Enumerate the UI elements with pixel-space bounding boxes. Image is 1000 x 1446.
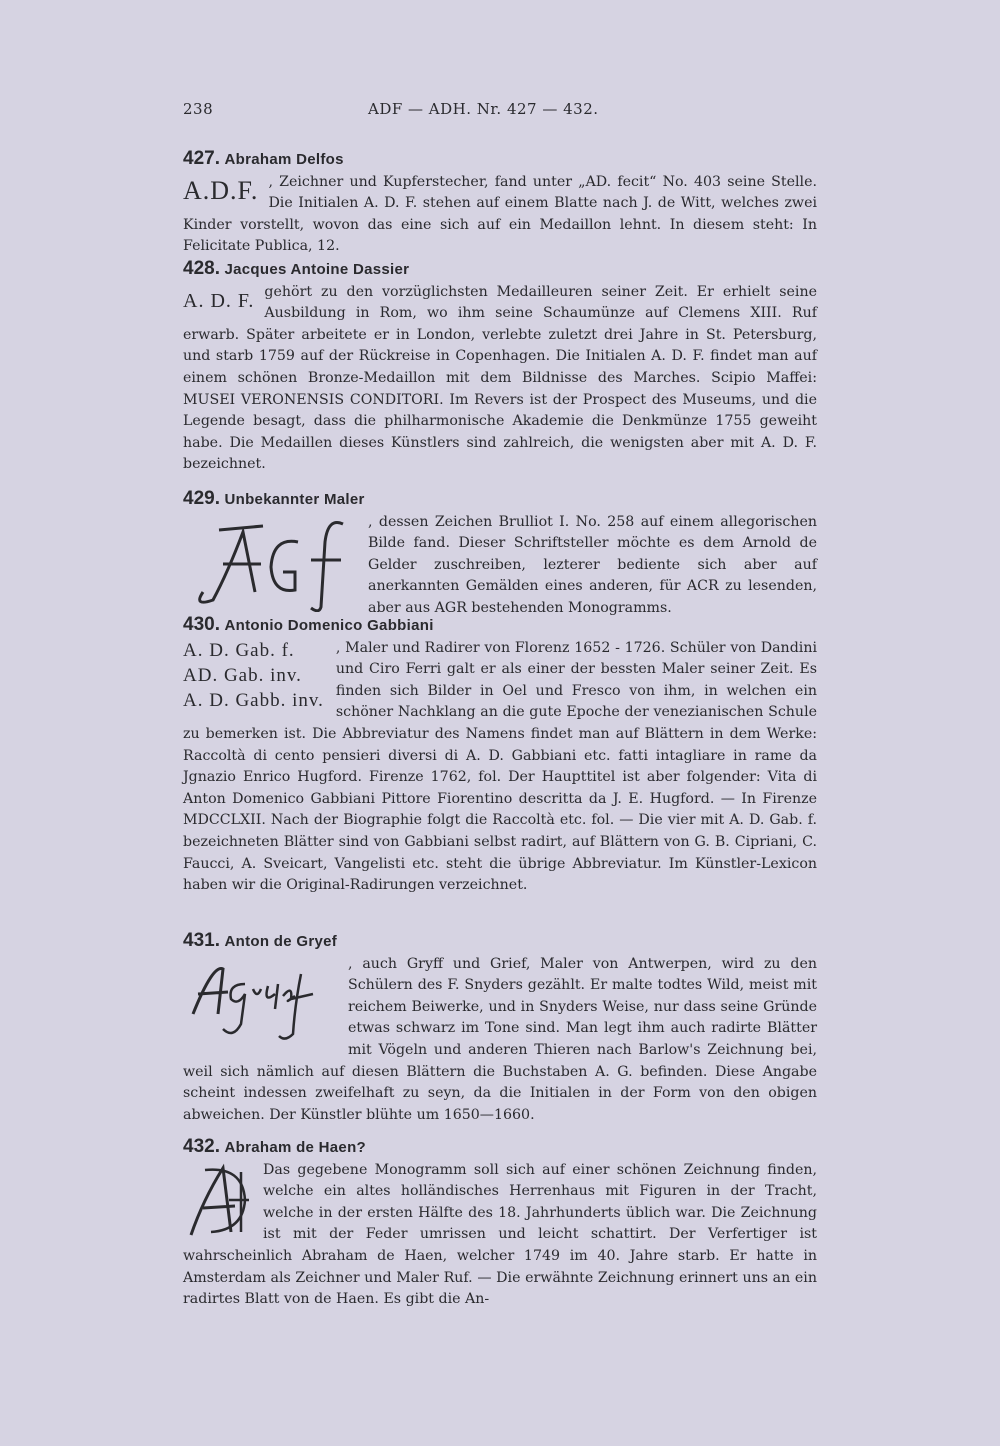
entry-430	[183, 614, 817, 897]
entry-number: 427.	[183, 148, 220, 169]
monogram-item: A. D. Gab. f.	[183, 639, 295, 661]
entry-number: 429.	[183, 488, 220, 509]
entry-text: , dessen Zeichen Brulliot I. No. 258 auf einem allegorischen Bilde fand. Dieser Schriftsteller möchte es dem Arnold de Gelder zuschreiben, lezterer bediente sich aber auf anerkannten Gemälden eines anderen, für ACR zu lesenden, aber aus AGR bestehenden Monogramms.	[368, 513, 817, 616]
monogram-agryef-picture	[183, 954, 338, 1044]
entry-number: 430.	[183, 614, 220, 635]
monogram-item: AD. Gab. inv.	[183, 664, 302, 686]
monogram-adf: A.D.F.	[183, 175, 259, 205]
entry-431	[183, 930, 817, 1126]
entry-429	[183, 488, 817, 620]
entry-name: Anton de Gryef	[224, 933, 338, 950]
entry-428	[183, 258, 817, 476]
monogram-list	[183, 638, 324, 713]
entry-name: Antonio Domenico Gabbiani	[224, 617, 434, 634]
entry-427	[183, 148, 817, 258]
entry-number: 428.	[183, 258, 220, 279]
entry-name: Abraham de Haen?	[224, 1139, 366, 1156]
entry-text: , auch Gryff und Grief, Maler von Antwerpen, wird zu den Schülern des F. Snyders gezählt. Er malte todtes Wild, meist mit reichem Beiwerke, und in Snyders Weise, nur dass seine Gründe etwas schwarz im Tone sind. Man legt ihm auch radirte Blätter mit Vögeln und anderen Thieren nach Barlow's Zeichnung bei, weil sich nämlich auf diesen Blättern die Buchstaben A. G. befinden. Diese Angabe scheint indessen zweifelhaft zu seyn, da die Initialen in der Form von den obigen abweichen. Der Künstler blühte um 1650—1660.	[183, 955, 817, 1123]
monogram-agf-picture	[183, 512, 358, 612]
entry-text: , Zeichner und Kupferstecher, fand unter „AD. fecit“ No. 403 seine Stelle. Die Initialen A. D. F. stehen auf einem Blatte nach J. de Witt, welches zwei Kinder vorstellt, wovon das eine sich auf ein Medaillon lehnt. In diesem steht: In Felicitate Publica, 12.	[183, 173, 817, 255]
entry-number: 431.	[183, 930, 220, 951]
entry-text: , Maler und Radirer von Florenz 1652 - 1726. Schüler von Dandini und Ciro Ferri galt er als einer der bessten Maler seiner Zeit. Es finden sich Bilder in Oel und Fresco von ihm, in welchen ein schöner Nachklang an die gute Epoche der venezianischen Schule zu bemerken ist. Die Abbreviatur des Namens findet man auf Blättern in dem Werke: Raccoltà di cento pensieri diversi di A. D. Gabbiani etc. fatti intagliare in rame da Jgnazio Enrico Hugford. Firenze 1762, fol. Der Haupttitel ist aber folgender: Vita di Anton Domenico Gabbiani Pittore Fiorentino descritta da J. E. Hugford. — In Firenze MDCCLXII. Nach der Biographie folgt die Raccoltà etc. fol. — Die vier mit A. D. Gab. f. bezeichneten Blätter sind von Gabbiani selbst radirt, auf Blättern von G. B. Cipriani, C. Faucci, A. Sveicart, Vangelisti etc. steht die übrige Abbreviatur. Im Künstler-Lexicon haben wir die Original-Radirungen verzeichnet.	[183, 639, 817, 894]
page-number: 238	[183, 100, 214, 118]
entry-name: Abraham Delfos	[224, 151, 344, 168]
entry-432	[183, 1136, 817, 1311]
monogram-item: A. D. Gabb. inv.	[183, 689, 324, 711]
entry-text: Das gegebene Monogramm soll sich auf einer schönen Zeichnung finden, welche ein altes holländisches Herrenhaus mit Figuren in der Tracht, welche in der ersten Hälfte des 18. Jahrhunderts üblich war. Die Zeichnung ist mit der Feder umrissen und leicht schattirt. Der Verfertiger ist wahrscheinlich Abraham de Haen, welcher 1749 im 40. Jahre starb. Er hatte in Amsterdam als Zeichner und Maler Ruf. — Die erwähnte Zeichnung erinnert uns an ein radirtes Blatt von de Haen. Es gibt die An-	[183, 1161, 817, 1308]
entry-name: Jacques Antoine Dassier	[224, 261, 410, 278]
monogram-adh-picture	[183, 1160, 253, 1240]
running-title: ADF — ADH. Nr. 427 — 432.	[368, 100, 599, 118]
entry-number: 432.	[183, 1136, 220, 1157]
entry-text: gehört zu den vorzüglichsten Medailleuren seiner Zeit. Er erhielt seine Ausbildung in Rom, wo ihm seine Schaumünze auf Clemens XIII. Ruf erwarb. Später arbeitete er in London, verlebte zuletzt drei Jahre in St. Petersburg, und starb 1759 auf der Rückreise in Copenhagen. Die Initialen A. D. F. findet man auf einem schönen Bronze-Medaillon mit dem Bildnisse des Marches. Scipio Maffei: MUSEI VERONENSIS CONDITORI. Im Revers ist der Prospect des Museums, und die Legende besagt, dass die philharmonische Akademie die Denkmünze 1755 geweiht habe. Die Medaillen dieses Künstlers sind zahlreich, die wenigsten aber mit A. D. F. bezeichnet.	[183, 283, 817, 473]
monogram-adf: A. D. F.	[183, 289, 255, 312]
entry-name: Unbekannter Maler	[224, 491, 365, 508]
